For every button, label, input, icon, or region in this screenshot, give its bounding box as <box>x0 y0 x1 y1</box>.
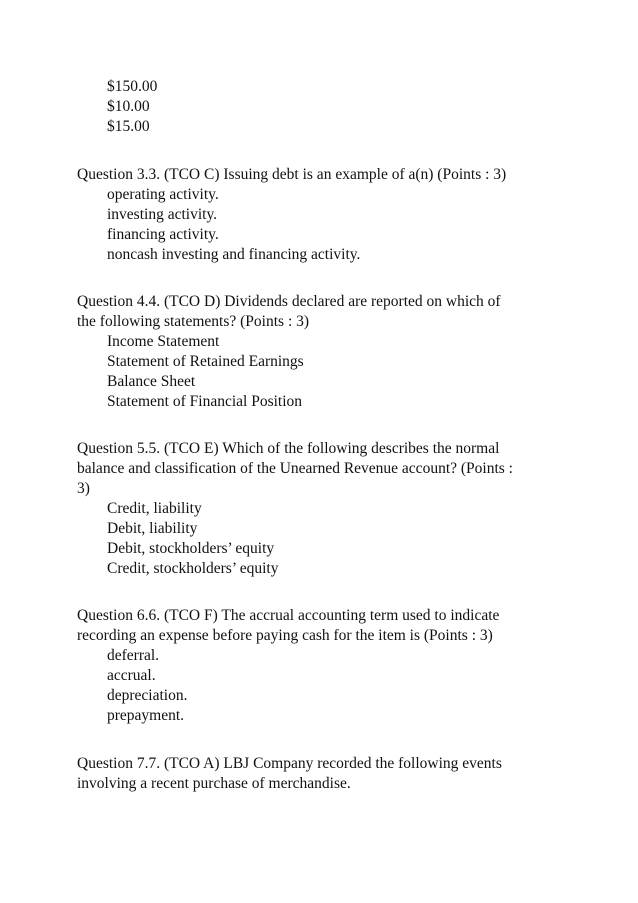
answer-option: Credit, stockholders’ equity <box>107 560 279 577</box>
answer-option: Statement of Retained Earnings <box>107 353 304 370</box>
answer-option: financing activity. <box>107 226 219 243</box>
answer-option: $150.00 <box>107 78 158 95</box>
question-text: recording an expense before paying cash for the item is (Points : 3) <box>77 627 493 644</box>
answer-option: accrual. <box>107 667 156 684</box>
question-text: involving a recent purchase of merchandise. <box>77 775 351 792</box>
answer-option: prepayment. <box>107 707 185 724</box>
answer-option: $10.00 <box>107 98 150 115</box>
answer-option: Income Statement <box>107 333 220 350</box>
answer-option: Debit, stockholders’ equity <box>107 540 275 557</box>
question-text: Question 4.4. (TCO D) Dividends declared are reported on which of <box>77 293 501 310</box>
question-text: balance and classification of the Unearned Revenue account? (Points : <box>77 460 513 477</box>
question-text: Question 3.3. (TCO C) Issuing debt is an example of a(n) (Points : 3) <box>77 166 507 183</box>
answer-option: $15.00 <box>107 118 150 135</box>
answer-option: depreciation. <box>107 687 188 704</box>
question-text: 3) <box>77 480 90 497</box>
answer-option: Statement of Financial Position <box>107 393 303 410</box>
answer-option: investing activity. <box>107 206 218 223</box>
answer-option: operating activity. <box>107 186 219 203</box>
question-text: Question 6.6. (TCO F) The accrual accounting term used to indicate <box>77 607 500 624</box>
answer-option: Debit, liability <box>107 520 198 537</box>
answer-option: noncash investing and financing activity. <box>107 246 361 263</box>
question-text: the following statements? (Points : 3) <box>77 313 310 330</box>
answer-option: deferral. <box>107 647 160 664</box>
answer-option: Credit, liability <box>107 500 202 517</box>
question-text: Question 7.7. (TCO A) LBJ Company recorded the following events <box>77 755 502 772</box>
question-text: Question 5.5. (TCO E) Which of the following describes the normal <box>77 440 500 457</box>
answer-option: Balance Sheet <box>107 373 196 390</box>
